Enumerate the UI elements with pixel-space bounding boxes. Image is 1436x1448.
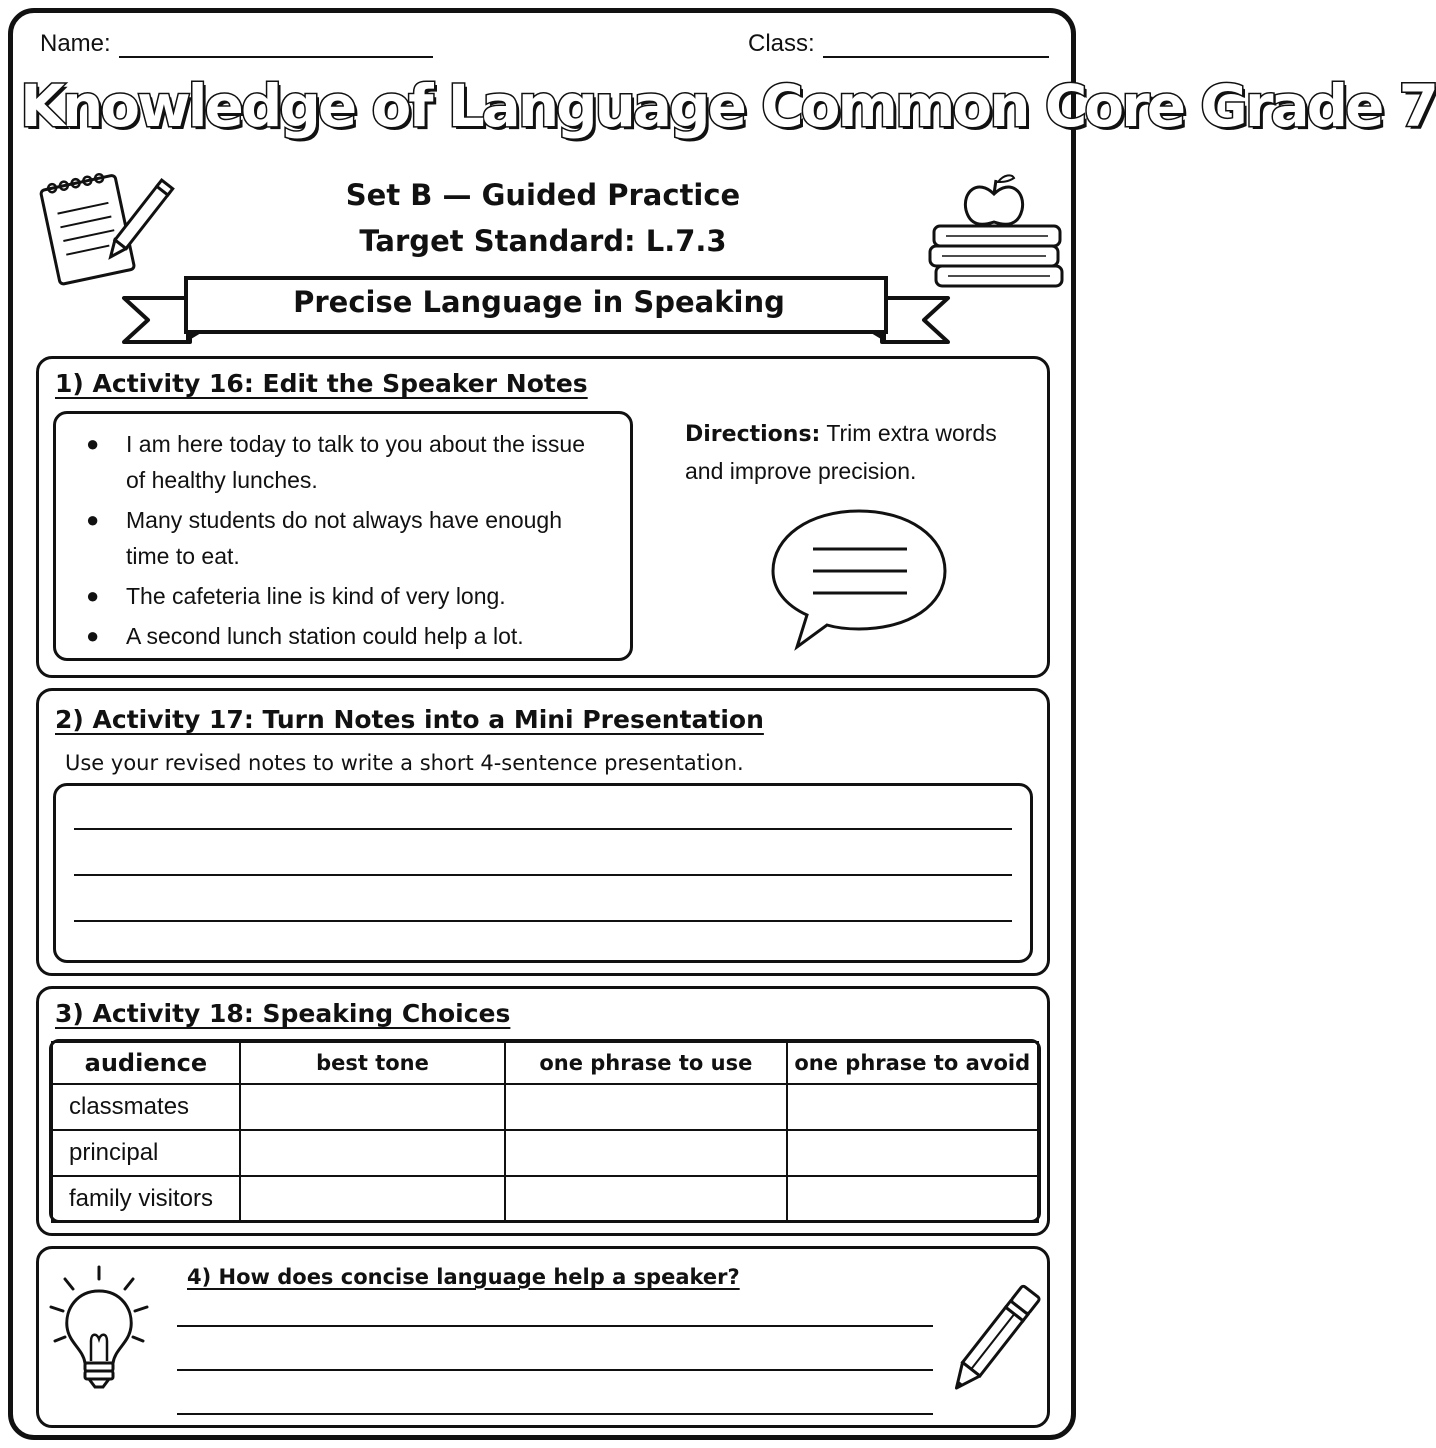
target-standard: Target Standard: L.7.3 — [359, 224, 727, 258]
speaking-choices-table — [51, 1041, 1039, 1223]
table-row — [52, 1084, 1038, 1130]
speaker-notes-box — [53, 411, 633, 661]
writing-line[interactable] — [74, 874, 1012, 876]
column-header-phrase-avoid: one phrase to avoid — [787, 1042, 1038, 1084]
bullet-icon: ● — [86, 623, 100, 648]
column-header-best-tone: best tone — [240, 1042, 505, 1084]
table-row — [52, 1130, 1038, 1176]
audience-cell: classmates — [52, 1084, 240, 1130]
answer-cell[interactable] — [787, 1130, 1038, 1176]
speaker-notes-list — [56, 414, 630, 654]
pencil-icon — [939, 1275, 1049, 1405]
table-row — [52, 1176, 1038, 1222]
list-item — [86, 426, 610, 498]
answer-line[interactable] — [177, 1369, 933, 1371]
audience-cell: principal — [52, 1130, 240, 1176]
set-title: Set B — Guided Practice — [345, 178, 741, 212]
activity-16-section — [36, 356, 1050, 678]
question-4-section — [36, 1246, 1050, 1428]
note-text: Many students do not always have enough time to eat. — [126, 507, 563, 569]
bullet-icon: ● — [86, 583, 100, 608]
directions-text: Trim extra words and improve precision. — [685, 420, 997, 484]
writing-line[interactable] — [74, 920, 1012, 922]
audience-cell: family visitors — [52, 1176, 240, 1222]
name-field — [40, 30, 433, 58]
answer-cell[interactable] — [505, 1176, 786, 1222]
activity-17-title: 2) Activity 17: Turn Notes into a Mini Presentation — [55, 705, 764, 734]
banner-title: Precise Language in Speaking — [293, 285, 785, 319]
answer-cell[interactable] — [787, 1176, 1038, 1222]
speech-bubble-icon — [769, 505, 949, 655]
question-4-title: 4) How does concise language help a speaker? — [187, 1265, 740, 1289]
answer-line[interactable] — [177, 1325, 933, 1327]
presentation-writing-box[interactable] — [53, 783, 1033, 963]
note-text: I am here today to talk to you about the issue of healthy lunches. — [126, 431, 586, 493]
list-item — [86, 618, 610, 654]
lightbulb-icon — [45, 1261, 155, 1401]
column-header-audience: audience — [52, 1042, 240, 1084]
directions — [685, 415, 1025, 490]
writing-line[interactable] — [74, 828, 1012, 830]
name-label: Name: — [40, 30, 111, 57]
answer-cell[interactable] — [787, 1084, 1038, 1130]
table-header-row — [52, 1042, 1038, 1084]
answer-cell[interactable] — [505, 1084, 786, 1130]
activity-16-title: 1) Activity 16: Edit the Speaker Notes — [55, 369, 588, 398]
note-text: A second lunch station could help a lot. — [126, 623, 524, 649]
name-input-line[interactable] — [119, 32, 433, 58]
bullet-icon: ● — [86, 507, 100, 532]
list-item — [86, 502, 610, 574]
bullet-icon: ● — [86, 431, 100, 456]
activity-17-instruction: Use your revised notes to write a short 4-sentence presentation. — [65, 751, 744, 775]
directions-label: Directions: — [685, 422, 821, 447]
note-text: The cafeteria line is kind of very long. — [126, 583, 506, 609]
answer-line[interactable] — [177, 1413, 933, 1415]
answer-cell[interactable] — [240, 1084, 505, 1130]
class-input-line[interactable] — [823, 32, 1049, 58]
answer-cell[interactable] — [505, 1130, 786, 1176]
activity-17-section — [36, 688, 1050, 976]
answer-cell[interactable] — [240, 1130, 505, 1176]
worksheet-title: Knowledge of Language Common Core Grade 7 — [20, 72, 1436, 140]
class-field — [748, 30, 1049, 58]
activity-18-section — [36, 986, 1050, 1236]
activity-18-title: 3) Activity 18: Speaking Choices — [55, 999, 511, 1028]
column-header-phrase-use: one phrase to use — [505, 1042, 786, 1084]
class-label: Class: — [748, 30, 815, 57]
answer-cell[interactable] — [240, 1176, 505, 1222]
list-item — [86, 578, 610, 614]
